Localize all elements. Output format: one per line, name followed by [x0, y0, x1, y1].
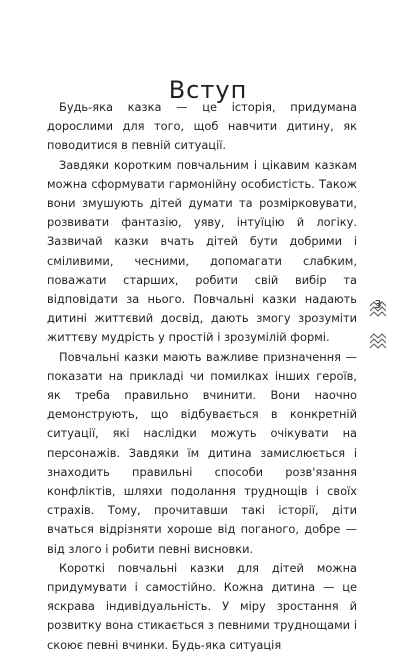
paragraph: Повчальні казки мають важливе призначення — показати на прикладі чи помилках інших героїв, як треба правильно вчинити. Вони наочно демонструють, що відбувається в конкретній ситуації, які наслідки можуть очікувати на персонажів. Завдяки їм дитина замислюється і знаходить правильні способи розв'язання конфліктів, шляхи подолання труднощів і своїх страхів. Тому, прочитавши такі історії, діти вчаться відрізняти хороше від поганого, добре — від злого і робити певні висновки. [47, 349, 357, 556]
body-text [47, 98, 357, 655]
paragraph: Короткі повчальні казки для дітей можна придумувати і самостійно. Кожна дитина — це яскрава індивідуальність. У міру зростання й розвитку вона стикається з певними труднощами і скоює певні вчинки. Будь-яка ситуація [47, 560, 357, 652]
page-title: Вступ [168, 76, 248, 105]
paragraph: Завдяки коротким повчальним і цікавим казкам можна сформувати гармонійну особистість. Також вони змушують дітей думати та розмірковувати, розвивати фантазію, уяву, інтуїцію й логіку. Зазвичай казки вчать дітей бути добрими і сміливими, чесними, допомагати слабким, поважати старших, робити свій вибір та відповідати за нього. Повчальні казки надають дитині життєвий досвід, дають змогу зрозуміти життєву мудрість у простій і зрозумілій формі. [47, 157, 357, 345]
paragraph: Будь-яка казка — це історія, придумана дорослими для того, щоб навчити дитину, як поводитися в певній ситуації. [47, 100, 357, 153]
page-number: 3 [374, 298, 382, 311]
